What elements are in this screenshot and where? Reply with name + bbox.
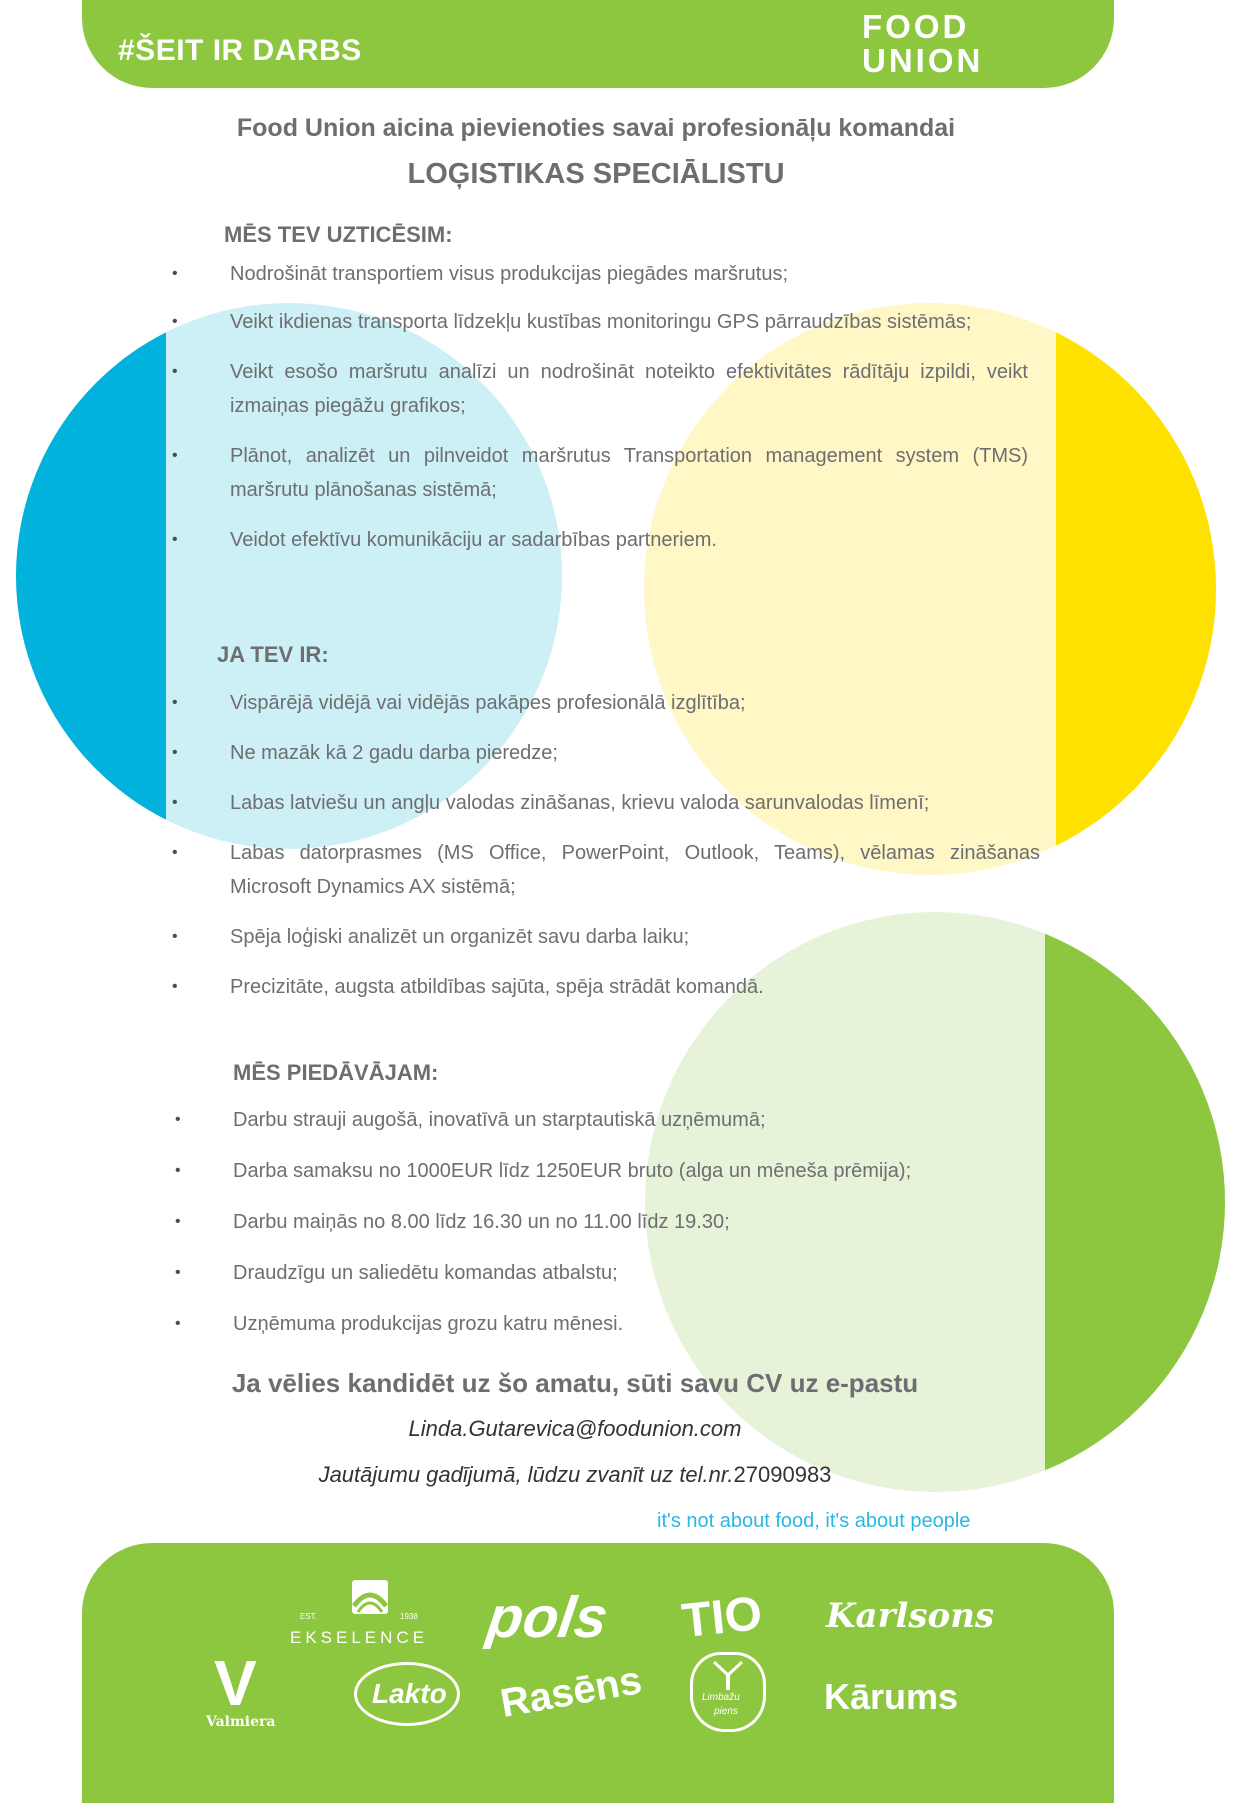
logo-line-2: UNION bbox=[862, 42, 984, 79]
limbazu-piens-logo bbox=[690, 1652, 770, 1736]
limbazu-line-2: piens bbox=[714, 1706, 738, 1717]
contact-phone-line bbox=[0, 1462, 1150, 1488]
list-item: • Labas datorprasmes (MS Office, PowerPoint, Outlook, Teams), vēlamas zināšanas Microsoft Dynamics AX sistēmā; bbox=[172, 836, 1040, 904]
karums-logo bbox=[824, 1676, 984, 1726]
responsibilities-heading: MĒS TEV UZTICĒSIM: bbox=[224, 222, 453, 247]
position-title: LOĢISTIKAS SPECIĀLISTU bbox=[407, 158, 785, 190]
valmiera-name: Valmiera bbox=[206, 1714, 276, 1730]
karlsons-name: Karlsons bbox=[826, 1596, 995, 1636]
rasens-logo bbox=[496, 1657, 646, 1732]
list-item: • Vispārējā vidējā vai vidējās pakāpes profesionālā izglītība; bbox=[172, 686, 1040, 720]
phone-label: Jautājumu gadījumā, lūdzu zvanīt uz tel.nr. bbox=[318, 1462, 734, 1487]
phone-number[interactable]: 27090983 bbox=[733, 1462, 832, 1487]
rasens-name: Rasēns bbox=[497, 1657, 645, 1727]
ekselence-crest-icon bbox=[340, 1576, 400, 1618]
karlsons-logo bbox=[826, 1594, 995, 1650]
intro-text: Food Union aicina pievienoties savai profesionāļu komandai bbox=[236, 114, 956, 142]
list-item: • Plānot, analizēt un pilnveidot maršrutus Transportation management system (TMS) maršrutu plānošanas sistēmā; bbox=[172, 439, 1028, 507]
list-item: • Darba samaksu no 1000EUR līdz 1250EUR bruto (alga un mēneša prēmija); bbox=[175, 1154, 1075, 1188]
list-item: • Spēja loģiski analizēt un organizēt savu darba laiku; bbox=[172, 920, 1040, 954]
ekselence-year: 1938 bbox=[400, 1612, 418, 1621]
list-item: • Darbu strauji augošā, inovatīvā un starptautiskā uzņēmumā; bbox=[175, 1103, 1075, 1137]
tio-logo bbox=[678, 1586, 788, 1650]
hashtag-title: #ŠEIT IR DARBS bbox=[118, 34, 362, 67]
valmiera-logo bbox=[200, 1647, 290, 1734]
requirements-list bbox=[172, 686, 1040, 1004]
contact-email[interactable]: Linda.Gutarevica@foodunion.com bbox=[408, 1416, 742, 1441]
requirements-heading: JA TEV IR: bbox=[217, 642, 329, 667]
ekselence-est: EST. bbox=[300, 1612, 317, 1621]
offer-heading: MĒS PIEDĀVĀJAM: bbox=[233, 1060, 439, 1085]
valmiera-mark: V bbox=[214, 1647, 257, 1719]
windmill-icon bbox=[708, 1660, 748, 1690]
lakto-name: Lakto bbox=[372, 1678, 447, 1709]
list-item: • Darbu maiņās no 8.00 līdz 16.30 un no 11.00 līdz 19.30; bbox=[175, 1205, 1075, 1239]
list-item: • Nodrošināt transportiem visus produkcijas piegādes maršrutus; bbox=[172, 257, 1028, 291]
responsibilities-list bbox=[172, 257, 1028, 557]
pols-logo bbox=[478, 1578, 628, 1658]
slogan: it's not about food, it's about people bbox=[657, 1510, 971, 1532]
food-union-logo bbox=[862, 8, 1012, 79]
list-item: • Uzņēmuma produkcijas grozu katru mēnesi. bbox=[175, 1307, 1075, 1341]
list-item: • Draudzīgu un saliedētu komandas atbalstu; bbox=[175, 1256, 1075, 1290]
list-item: • Veikt esošo maršrutu analīzi un nodrošināt noteikto efektivitātes rādītāju izpildi, veikt izmaiņas piegāžu grafikos; bbox=[172, 355, 1028, 423]
logo-line-1: FOOD bbox=[862, 8, 970, 45]
list-item: • Veikt ikdienas transporta līdzekļu kustības monitoringu GPS pārraudzības sistēmās; bbox=[172, 305, 1028, 339]
list-item: • Ne mazāk kā 2 gadu darba pieredze; bbox=[172, 736, 1040, 770]
list-item: • Labas latviešu un angļu valodas zināšanas, krievu valoda sarunvalodas līmenī; bbox=[172, 786, 1040, 820]
pols-name: pols bbox=[483, 1585, 612, 1650]
ekselence-name: EKSELENCE bbox=[290, 1628, 429, 1647]
offer-list bbox=[175, 1103, 1075, 1341]
lakto-logo bbox=[354, 1662, 464, 1730]
tio-name: TIO bbox=[679, 1586, 765, 1649]
list-item: • Veidot efektīvu komunikāciju ar sadarbības partneriem. bbox=[172, 523, 1028, 557]
list-item: • Precizitāte, augsta atbildības sajūta, spēja strādāt komandā. bbox=[172, 970, 1040, 1004]
ekselence-logo bbox=[282, 1576, 462, 1652]
limbazu-line-1: Limbažu bbox=[702, 1692, 740, 1703]
karums-name: Kārums bbox=[824, 1676, 959, 1717]
apply-text: Ja vēlies kandidēt uz šo amatu, sūti savu CV uz e-pastu bbox=[231, 1368, 919, 1398]
